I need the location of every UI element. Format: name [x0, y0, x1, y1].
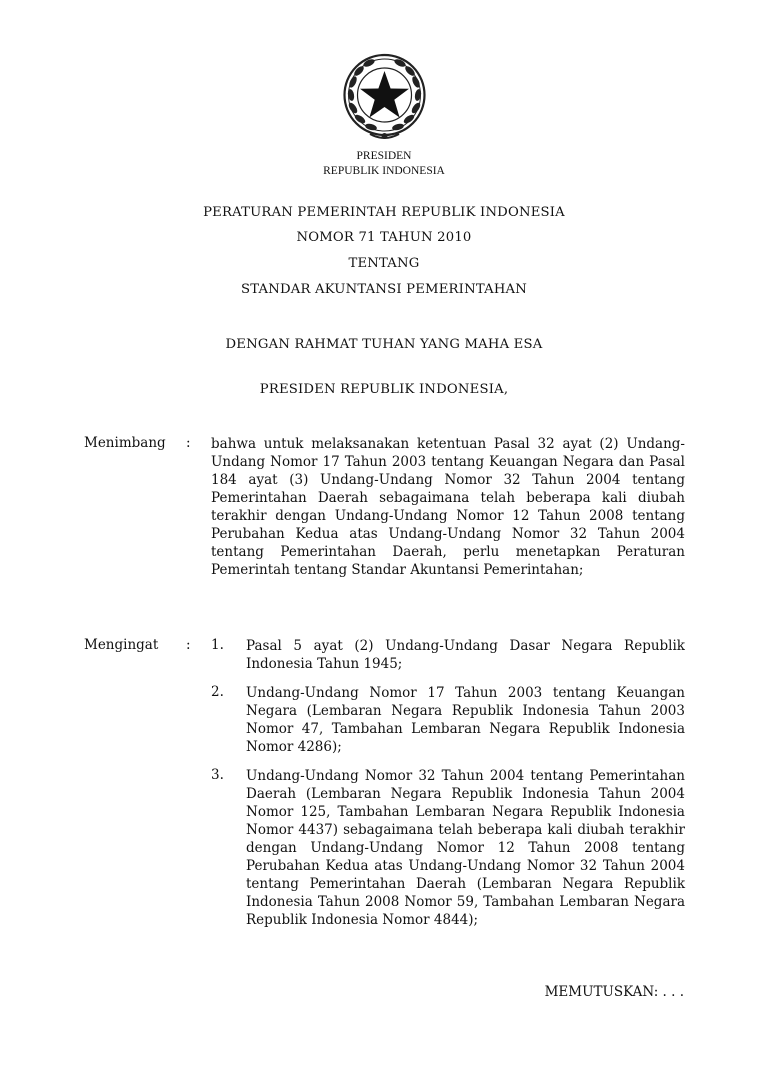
- mengingat-colon: :: [186, 637, 191, 653]
- preamble-presiden: PRESIDEN REPUBLIK INDONESIA,: [259, 382, 509, 397]
- mengingat-item-number: 1.: [211, 637, 224, 653]
- menimbang-text: bahwa untuk melaksanakan ketentuan Pasal 32 ayat (2) Undang-Undang Nomor 17 Tahun 2003 tentang Keuangan Negara dan Pasal 184 ayat (3) Undang-Undang Nomor 32 Tahun 2004 tentang Pemerintahan Daerah sebagaimana telah beberapa kali diubah terakhir dengan Undang-Undang Nomor 12 Tahun 2008 tentang Perubahan Kedua atas Undang-Undang Nomor 32 Tahun 2004 tentang Pemerintahan Daerah, perlu menetapkan Peraturan Pemerintah tentang Standar Akuntansi Pemerintahan;: [211, 436, 685, 578]
- mengingat-item-number: 2.: [211, 684, 224, 700]
- mengingat-item-text: Pasal 5 ayat (2) Undang-Undang Dasar Negara Republik Indonesia Tahun 1945;: [246, 638, 685, 672]
- header-republik-indonesia: REPUBLIK INDONESIA: [323, 165, 445, 177]
- mengingat-item-text: Undang-Undang Nomor 32 Tahun 2004 tentang Pemerintahan Daerah (Lembaran Negara Republik Indonesia Tahun 2004 Nomor 125, Tambahan Lembaran Negara Republik Indonesia Nomor 4437) sebagaimana telah beberapa kali diubah terakhir dengan Undang-Undang Nomor 12 Tahun 2008 tentang Perubahan Kedua atas Undang-Undang Nomor 32 Tahun 2004 tentang Pemerintahan Daerah (Lembaran Negara Republik Indonesia Tahun 2008 Nomor 59, Tambahan Lembaran Negara Republik Indonesia Nomor 4844);: [246, 768, 685, 928]
- preamble-rahmat: DENGAN RAHMAT TUHAN YANG MAHA ESA: [225, 337, 543, 352]
- continuation-memutuskan: MEMUTUSKAN: . . .: [544, 984, 684, 1000]
- title-regulation: PERATURAN PEMERINTAH REPUBLIK INDONESIA: [203, 205, 565, 220]
- mengingat-item-text: Undang-Undang Nomor 17 Tahun 2003 tentang Keuangan Negara (Lembaran Negara Republik Indonesia Tahun 2003 Nomor 47, Tambahan Lembaran Negara Republik Indonesia Nomor 4286);: [246, 685, 685, 755]
- title-subject: STANDAR AKUNTANSI PEMERINTAHAN: [241, 282, 527, 297]
- menimbang-label: Menimbang: [84, 435, 166, 451]
- title-number: NOMOR 71 TAHUN 2010: [296, 230, 472, 245]
- mengingat-item-number: 3.: [211, 767, 224, 783]
- header-presiden: PRESIDEN: [356, 150, 412, 162]
- mengingat-label: Mengingat: [84, 637, 159, 653]
- menimbang-colon: :: [186, 435, 191, 451]
- presidential-seal-icon: [337, 50, 432, 145]
- title-tentang: TENTANG: [348, 256, 420, 271]
